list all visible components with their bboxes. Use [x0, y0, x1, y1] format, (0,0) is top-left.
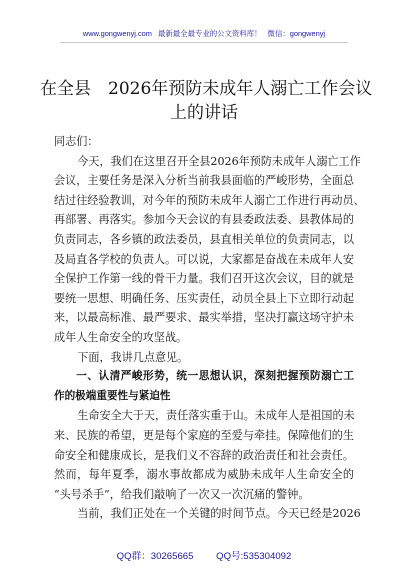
document-body — [54, 132, 365, 524]
footer-qq-group: QQ群：30265665 — [116, 551, 194, 562]
footer-qq: QQ号:535304092 — [216, 551, 292, 562]
site-wechat: 微信：gongwenyj — [267, 29, 326, 38]
text-line: 全保护工作第一线的骨干力量。我们召开这次会议，目的就是 — [54, 272, 354, 286]
text-line: 要统一思想、明确任务、压实责任，动员全县上下立即行动起 — [54, 291, 354, 305]
text-line: 命安全和健康成长，是我们义不容辞的政治责任和社会责任。 — [54, 448, 354, 462]
text-line: 再部署、再落实。参加今天会议的有县委政法委、县教体局的 — [54, 213, 354, 227]
paragraph-intro — [54, 152, 365, 348]
text-line: 负责同志，各乡镇的政法委员，县直相关单位的负责同志，以 — [54, 232, 354, 246]
text-line: 会议，主要任务是深入分析当前我县面临的严峻形势，全面总 — [54, 174, 354, 188]
page-footer — [0, 548, 408, 562]
text-line: “头号杀手”，给我们敲响了一次又一次沉痛的警钟。 — [54, 487, 310, 501]
heading-line: 作的极端重要性与紧迫性 — [54, 389, 171, 402]
site-url[interactable]: www.gongwenyj.com — [82, 29, 152, 38]
paragraph-section-1 — [54, 406, 354, 504]
title-line-2: 上的讲话 — [170, 103, 238, 123]
heading-line: 一、认清严峻形势，统一思想认识，深刻把握预防溺亡工 — [76, 370, 354, 383]
text-line: 及局直各学校的负责人。可以说，大家都是奋战在未成年人安 — [54, 252, 354, 266]
document-title — [40, 77, 373, 125]
text-line: 结过往经验教训，对今年的预防未成年人溺亡工作进行再动员、 — [54, 193, 365, 207]
header-divider — [60, 42, 348, 43]
paragraph-current: 当前，我们正处在一个关键的时间节点。今天已经是2026 — [77, 507, 361, 521]
text-line: 来、民族的希望，更是每个家庭的至爱与牵挂。保障他们的生 — [54, 428, 354, 442]
site-slogan: 最新最全最专业的公文资料库！ — [158, 29, 262, 38]
site-header — [0, 28, 408, 39]
text-line: 今天，我们在这里召开全县2026年预防未成年人溺亡工作 — [77, 154, 361, 168]
section-heading-1 — [54, 367, 354, 406]
text-line: 来，以最高标准、最严要求、最实举措，坚决打赢这场守护未 — [54, 311, 354, 325]
text-line: 生命安全大于天，责任落实重于山。未成年人是祖国的未 — [77, 409, 355, 423]
text-line: 成年人生命安全的攻坚战。 — [54, 330, 188, 344]
paragraph-outline: 下面，我讲几点意见。 — [77, 350, 189, 364]
title-line-1: 在全县 2026年预防未成年人溺亡工作会议 — [40, 79, 373, 99]
salutation: 同志们： — [54, 135, 99, 148]
text-line: 然而，每年夏季，溺水事故都成为威胁未成年人生命安全的 — [54, 468, 354, 482]
